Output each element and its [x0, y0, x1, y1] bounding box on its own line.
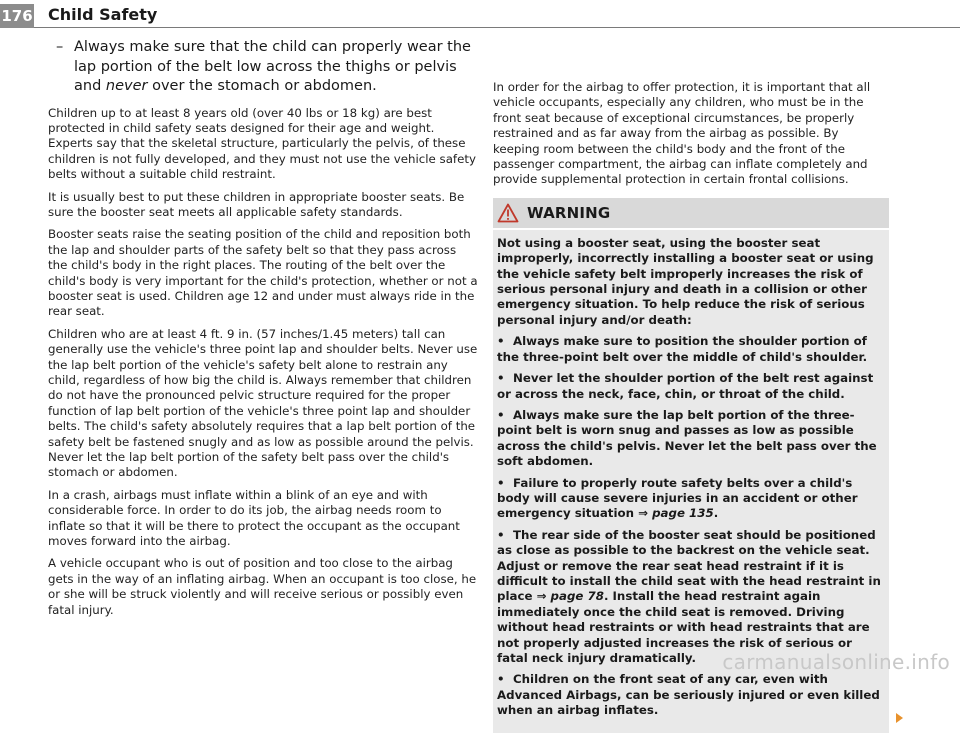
bullet-dash: –: [56, 39, 64, 55]
warning-item-text-after: .: [713, 506, 719, 521]
lead-text-before: Always make sure that the child can properly wear the lap portion of the belt low across the thighs or pelvis and: [74, 39, 471, 94]
paragraph: It is usually best to put these children in appropriate booster seats. Be sure the booster seat meets all applicable safety standards.: [48, 189, 465, 219]
continue-arrow-icon: [896, 713, 903, 723]
lead-bullet: [56, 38, 478, 97]
warning-item: [497, 371, 881, 402]
bullet-dot: •: [497, 371, 505, 386]
watermark: carmanualsonline.info: [722, 650, 950, 674]
paragraph: Booster seats raise the seating position of the child and reposition both the lap and shoulder parts of the safety belt so that they pass across the child's body in the right places. The routing of the belt over the child's body is very important for the child's protection, whether or not a booster seat is used. Children age 12 and under must always ride in the rear seat.: [48, 227, 478, 319]
warning-title: WARNING: [527, 203, 611, 222]
bullet-dot: •: [497, 475, 505, 490]
warning-triangle-icon: [497, 203, 519, 223]
intro-paragraph: In order for the airbag to offer protection, it is important that all vehicle occupants, especially any children, who must be in the front seat because of exceptional circumstances, be properly restrained and as far away from the airbag as possible. By keeping room between the child's body and the front of the passenger compartment, the airbag can inflate completely and provide supplemental protection in certain frontal collisions.: [493, 80, 871, 187]
lead-text-after: over the stomach or abdomen.: [147, 78, 377, 94]
page-header: [0, 0, 960, 30]
paragraph: Children who are at least 4 ft. 9 in. (57 inches/1.45 meters) tall can generally use the vehicle's three point lap and shoulder belts. Never use the lap belt portion of the vehicle's safety belt alone to restrain any child, regardless of how big the child is. Always remember that children do not have the pronounced pelvic structure required for the proper function of lap belt portion of the vehicle's three point lap and shoulder belts. The child's safety absolutely requires that a lap belt portion of the safety belt be fastened snugly and as low as possible around the pelvis. Never let the lap belt portion of the safety belt pass over the child's stomach or abdomen.: [48, 326, 478, 480]
warning-item-text-after: . Install the head restraint again immediately once the child seat is removed. Driving without head restraints or with head restraints that are not properly adjusted increases the risk of serious or fatal neck injury dramatically.: [497, 589, 870, 665]
right-column: [493, 80, 883, 733]
header-rule: [34, 27, 960, 28]
warning-lead: Not using a booster seat, using the booster seat improperly, incorrectly installing a booster seat or using the vehicle safety belt improperly increases the risk of serious personal injury and death in a collision or other emergency situation. To help reduce the risk of serious personal injury and/or death:: [497, 235, 874, 327]
warning-item-text: Children on the front seat of any car, even with Advanced Airbags, can be seriously injured or even killed when an airbag inflates.: [497, 672, 880, 718]
page-reference-link[interactable]: ⇒ page 135: [638, 506, 714, 521]
warning-item-text: Never let the shoulder portion of the belt rest against or across the neck, face, chin, or throat of the child.: [497, 371, 874, 401]
paragraph: In a crash, airbags must inflate within a blink of an eye and with considerable force. In order to do its job, the airbag needs room to inflate so that it will be there to protect the occupant as the occupant moves forward into the airbag.: [48, 487, 460, 549]
left-column: [48, 38, 478, 625]
lead-text-emphasis: never: [105, 78, 148, 94]
bullet-dot: •: [497, 527, 505, 542]
warning-item-text: The rear side of the booster seat should be positioned as close as possible to the backrest on the vehicle seat. Adjust or remove the rear seat head restraint if it is difficult to install the child seat with the head restraint in place: [497, 527, 881, 604]
warning-body: [493, 230, 881, 719]
warning-item-text: Always make sure to position the shoulder portion of the three-point belt over the middle of child's shoulder.: [497, 334, 868, 364]
lead-bullet-text: [74, 38, 478, 97]
warning-item: [497, 334, 881, 365]
warning-item: [497, 476, 881, 522]
warning-item-text: Failure to properly route safety belts over a child's body will cause severe injuries in an accident or other emergency situation: [497, 475, 858, 521]
bullet-dot: •: [497, 672, 505, 687]
warning-item: [497, 408, 881, 470]
warning-item: [497, 672, 881, 718]
warning-item: [497, 528, 881, 667]
warning-header: [493, 198, 889, 230]
bullet-dot: •: [497, 334, 505, 349]
warning-item-text: Always make sure the lap belt portion of the three-point belt is worn snug and passes as low as possible across the child's pelvis. Never let the belt pass over the soft abdomen.: [497, 407, 877, 469]
paragraph: Children up to at least 8 years old (over 40 lbs or 18 kg) are best protected in child safety seats designed for their age and weight. Experts say that the skeletal structure, particularly the pelvis, of these children is not fully developed, and they must not use the vehicle safety belts without a suitable child restraint.: [48, 105, 476, 182]
bullet-dot: •: [497, 407, 505, 422]
page-reference-link[interactable]: ⇒ page 78: [536, 589, 604, 604]
paragraph: A vehicle occupant who is out of position and too close to the airbag gets in the way of an inflating airbag. When an occupant is too close, he or she will be struck violently and will receive serious or possibly even fatal injury.: [48, 556, 477, 617]
section-title: Child Safety: [48, 5, 158, 24]
page-number: 176: [0, 4, 34, 28]
